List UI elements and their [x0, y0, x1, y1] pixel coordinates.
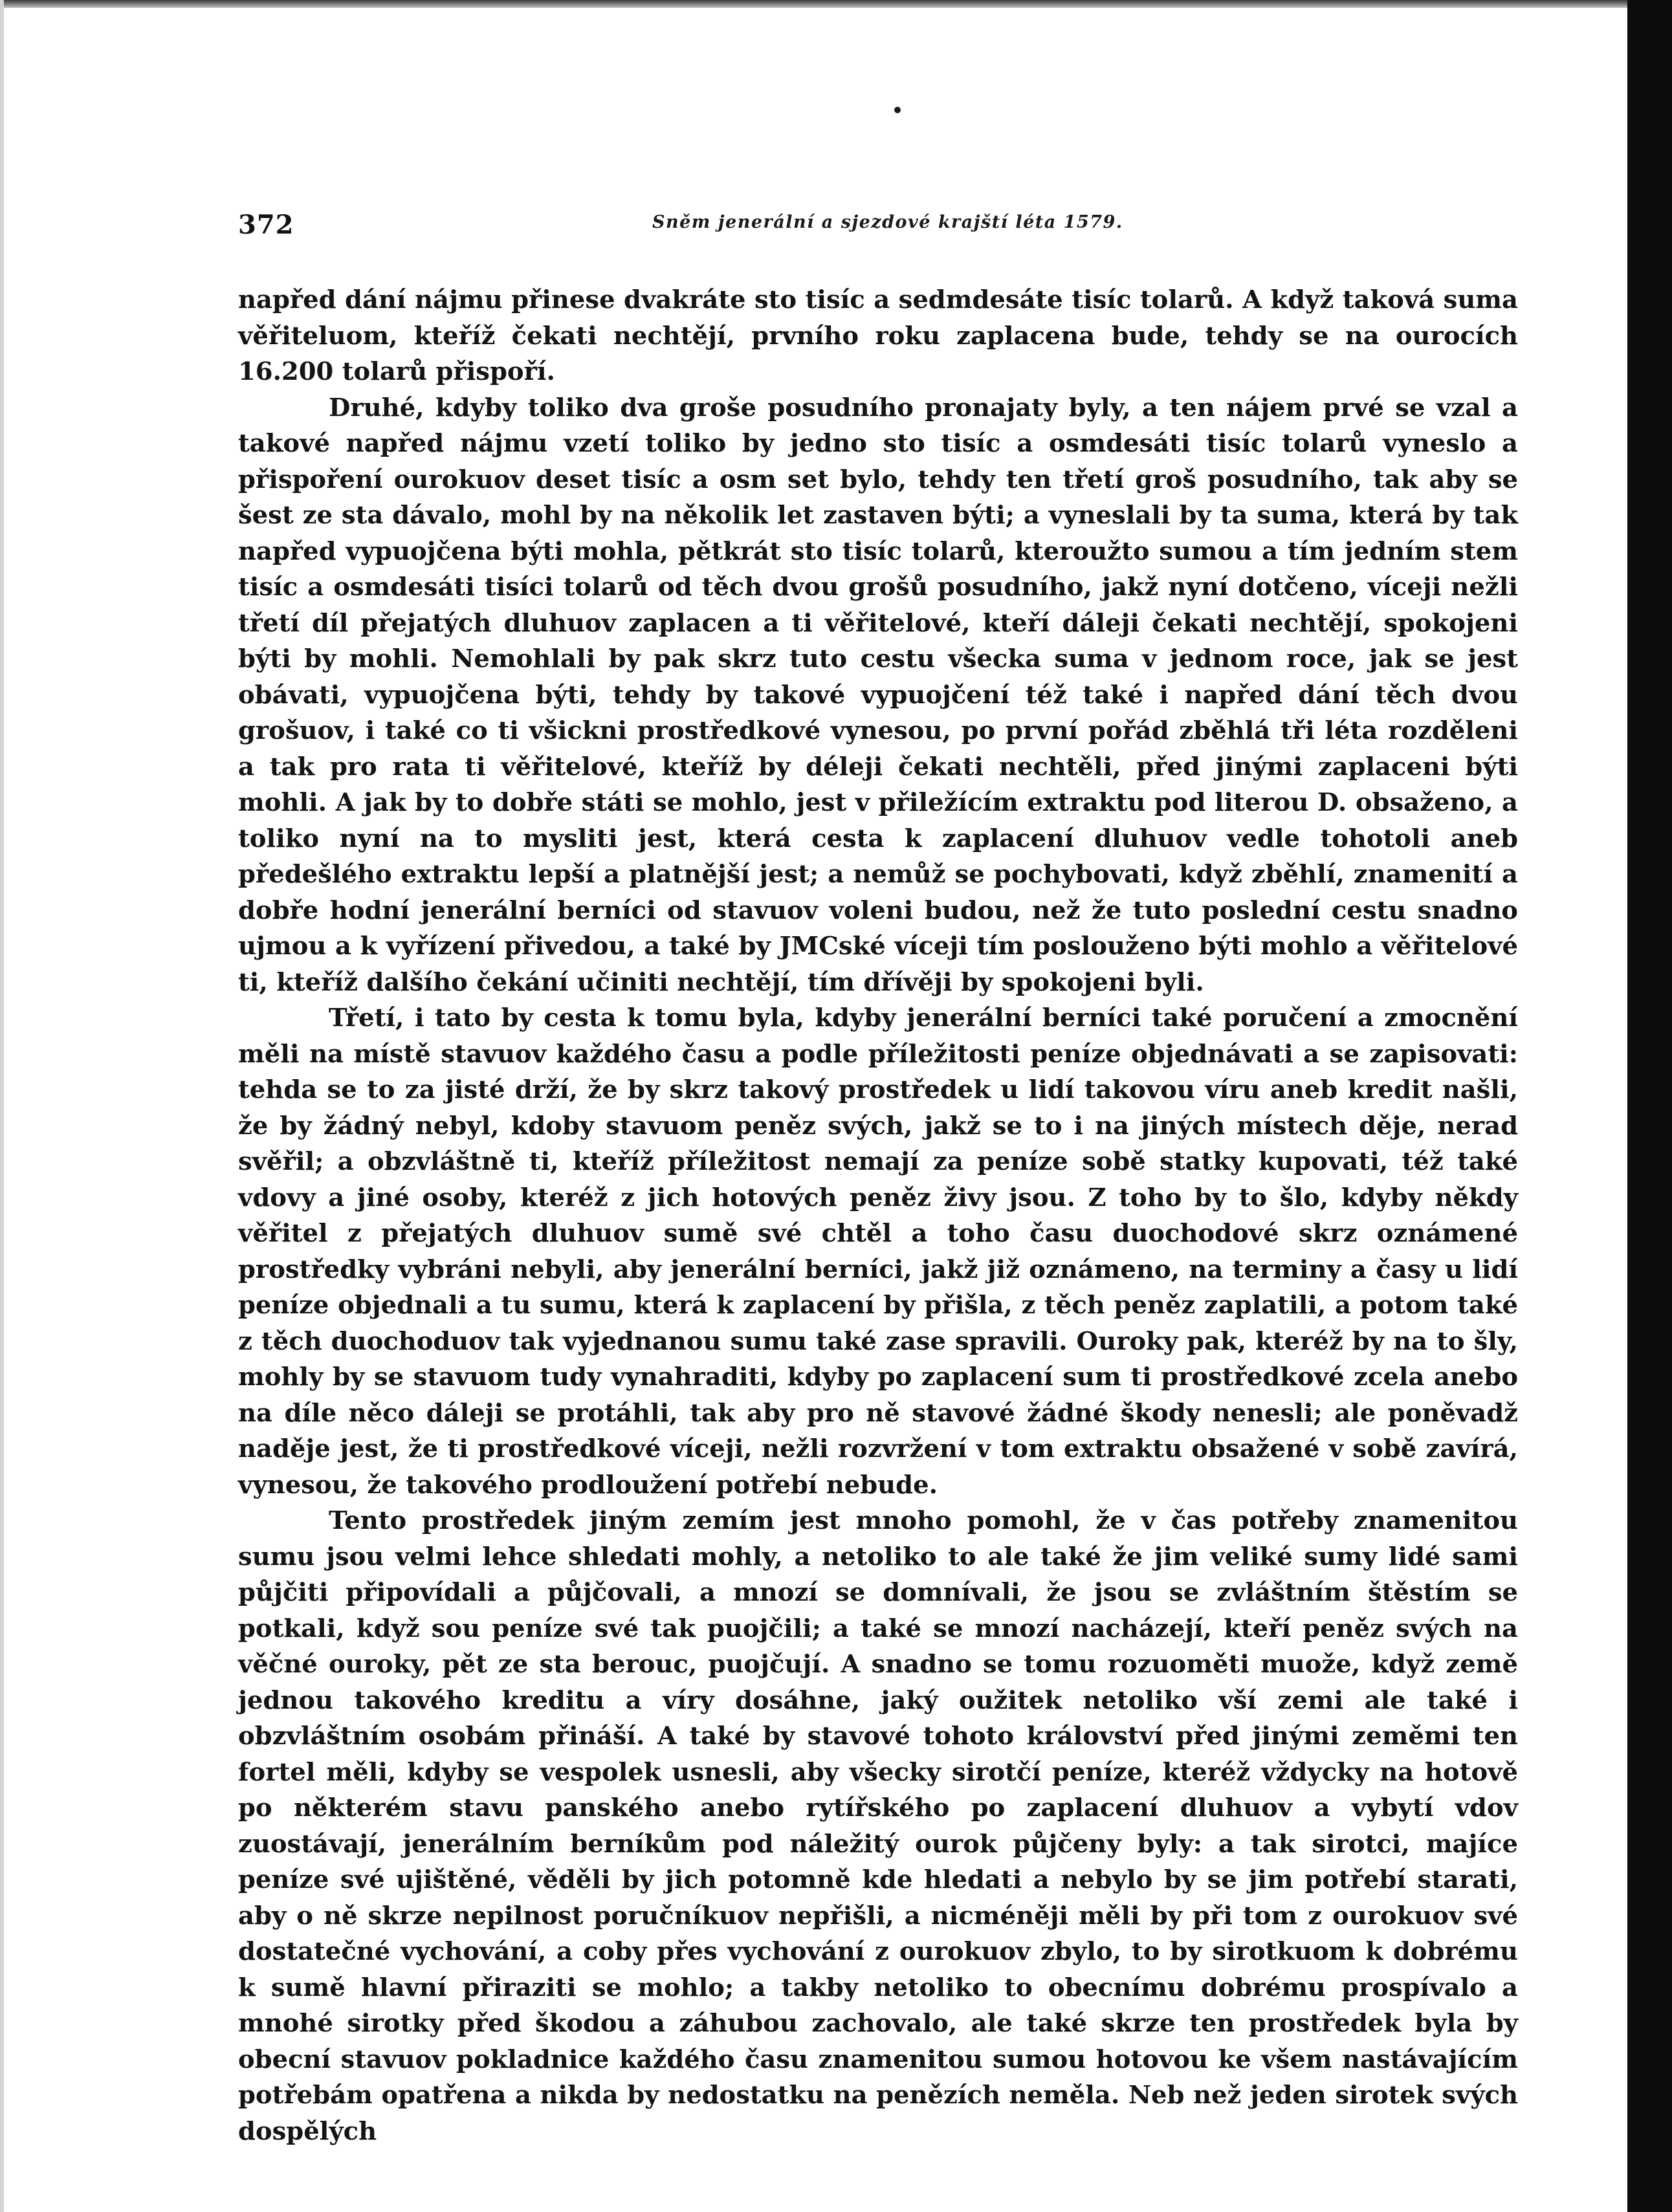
scan-right-edge — [1627, 0, 1672, 2212]
scan-top-edge — [0, 0, 1672, 8]
page-body — [238, 282, 1518, 2149]
scan-left-edge — [0, 0, 4, 2212]
paragraph-3: Třetí, i tato by cesta k tomu byla, kdyby jenerální berníci také poručení a zmocnění měli na místě stavuov každého času a podle příležitosti peníze objednávati a se zapisovati: tehda se to za jisté drží, že by skrz takový prostředek u lidí takovou víru aneb kredit našli, že by žádný nebyl, kdoby stavuom peněz svých, jakž se to i na jiných místech děje, nerad svěřil; a obzvláštně ti, kteříž příležitost nemají za peníze sobě statky kupovati, též také vdovy a jiné osoby, kteréž z jich hotových peněz živy jsou. Z toho by to šlo, kdyby někdy věřitel z přejatých dluhuov sumě své chtěl a toho času duochodové skrz oznámené prostředky vybráni nebyli, aby jenerální berníci, jakž již oznámeno, na terminy a časy u lidí peníze objednali a tu sumu, která k zaplacení by přišla, z těch peněz zaplatili, a potom také z těch duochoduov tak vyjednanou sumu také zase spravili. Ouroky pak, kteréž by na to šly, mohly by se stavuom tudy vynahraditi, kdyby po zaplacení sum ti prostředkové zcela anebo na díle něco dáleji se protáhli, tak aby pro ně stavové žádné škody nenesli; ale poněvadž naděje jest, že ti prostředkové víceji, nežli rozvržení v tom extraktu obsažené v sobě zavírá, vynesou, že takového prodloužení potřebí nebude. — [238, 1003, 1518, 1500]
paragraph-2: Druhé, kdyby toliko dva groše posudního pronajaty byly, a ten nájem prvé se vzal a takové napřed nájmu vzetí toliko by jedno sto tisíc a osmdesáti tisíc tolarů vyneslo a přispoření ourokuov deset tisíc a osm set bylo, tehdy ten třetí groš posudního, tak aby se šest ze sta dávalo, mohl by na několik let zastaven býti; a vyneslali by ta suma, která by tak napřed vypuojčena býti mohla, pětkrát sto tisíc tolarů, kteroužto sumou a tím jedním stem tisíc a osmdesáti tisíci tolarů od těch dvou grošů posudního, jakž nyní dotčeno, víceji nežli třetí díl přejatých dluhuov zaplacen a ti věřitelové, kteří dáleji čekati nechtějí, spokojeni býti by mohli. Nemohlali by pak skrz tuto cestu všecka suma v jednom roce, jak se jest obávati, vypuojčena býti, tehdy by takové vypuojčení též také i napřed dání těch dvou grošuov, i také co ti všickni prostředkové vynesou, po první pořád zběhlá tři léta rozděleni a tak pro rata ti věřitelové, kteříž by déleji čekati nechtěli, před jinými zaplaceni býti mohli. A jak by to dobře státi se mohlo, jest v přiležícím extraktu pod literou D. obsaženo, a toliko nyní na to mysliti jest, která cesta k zaplacení dluhuov vedle tohotoli aneb předešlého extraktu lepší a platnější jest; a nemůž se pochybovati, když zběhlí, znamenití a dobře hodní jenerální berníci od stavuov voleni budou, než že tuto poslední cestu snadno ujmou a k vyřízení přivedou, a také by JMCské víceji tím poslouženo býti mohlo a věřitelové ti, kteříž dalšího čekání učiniti nechtějí, tím dřívěji by spokojeni byli. — [238, 393, 1518, 997]
paragraph-1: napřed dání nájmu přinese dvakráte sto tisíc a sedmdesáte tisíc tolarů. A když taková suma věřiteluom, kteříž čekati nechtějí, prvního roku zaplacena bude, tehdy se na ourocích 16.200 tolarů přispoří. — [238, 285, 1518, 386]
running-header: Sněm jenerální a sjezdové krajští léta 1579. — [652, 212, 1123, 232]
paragraph-4: Tento prostředek jiným zemím jest mnoho pomohl, že v čas potřeby znamenitou sumu jsou velmi lehce shledati mohly, a netoliko to ale také že jim veliké sumy lidé sami půjčiti připovídali a půjčovali, a mnozí se domnívali, že jsou se zvláštním štěstím se potkali, když sou peníze své tak puojčili; a také se mnozí nacházejí, kteří peněz svých na věčné ouroky, pět ze sta berouc, puojčují. A snadno se tomu rozuoměti muože, když země jednou takového kreditu a víry dosáhne, jaký oužitek netoliko vší zemi ale také i obzvláštním osobám přináší. A také by stavové tohoto království před jinými zeměmi ten fortel měli, kdyby se vespolek usnesli, aby všecky sirotčí peníze, kteréž vždycky na hotově po některém stavu panského anebo rytířského po zaplacení dluhuov a vybytí vdov zuostávají, jenerálním berníkům pod náležitý ourok půjčeny byly: a tak sirotci, majíce peníze své ujištěné, věděli by jich potomně kde hledati a nebylo by se jim potřebí starati, aby o ně skrze nepilnost poručníkuov nepřišli, a nicméněji měli by při tom z ourokuov své dostatečné vychování, a coby přes vychování z ourokuov zbylo, to by sirotkuom k dobrému k sumě hlavní přiraziti se mohlo; a takby netoliko to obecnímu dobrému prospívalo a mnohé sirotky před škodou a záhubou zachovalo, ale také skrze ten prostředek byla by obecní stavuov pokladnice každého času znamenitou sumou hotovou ke všem nastávajícím potřebám opatřena a nikda by nedostatku na penězích neměla. Neb než jeden sirotek svých dospělých — [238, 1506, 1518, 2146]
page-number: 372 — [238, 210, 294, 240]
ink-speck — [894, 107, 901, 113]
